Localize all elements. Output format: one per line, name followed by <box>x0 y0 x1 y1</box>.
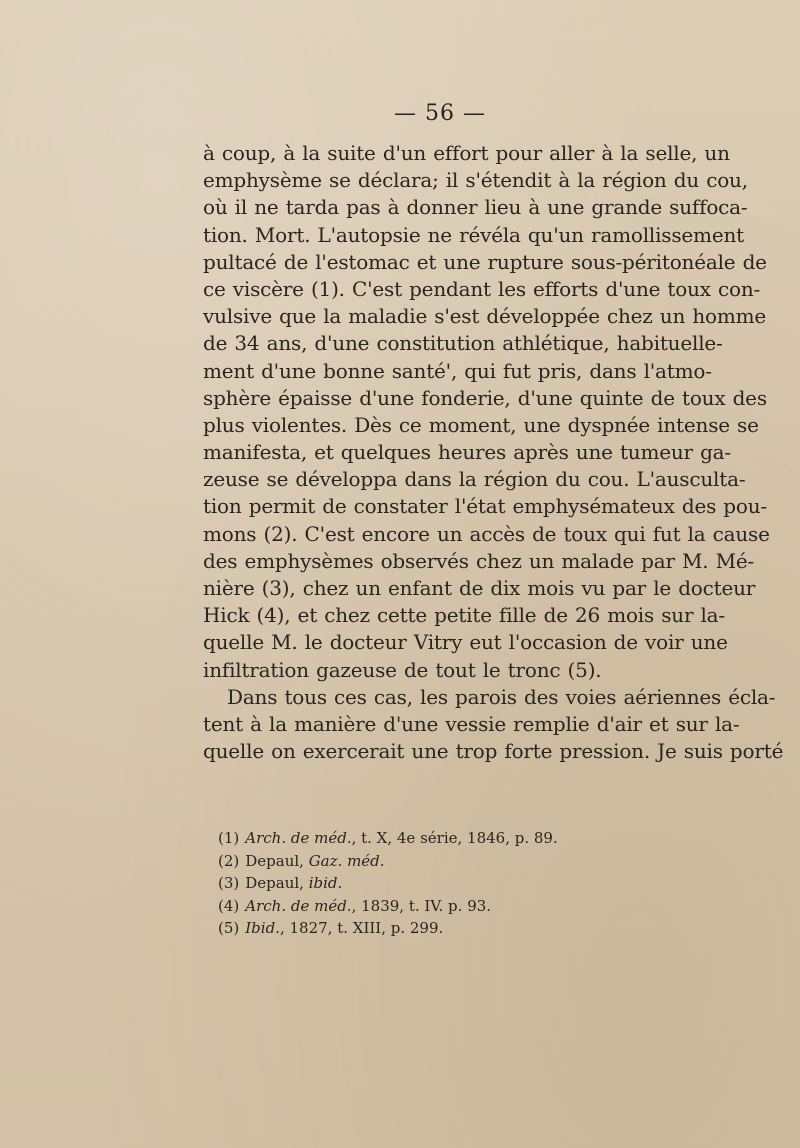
footnote-author: Depaul, <box>245 874 309 892</box>
text-line: où il ne tarda pas à donner lieu à une grande suffoca- <box>203 195 748 220</box>
text-line: plus violentes. Dès ce moment, une dyspnée intense se <box>203 412 759 437</box>
footnote-source: Arch. de méd. <box>245 896 352 915</box>
footnote-source: Arch. de méd. <box>245 829 352 847</box>
footnote-detail: , 1839, t. IV. p. 93. <box>351 896 492 915</box>
footnote <box>218 917 618 940</box>
text-line: sphère épaisse d'une fonderie, d'une quinte de toux des <box>203 385 767 410</box>
footnote-number: (1) <box>218 829 240 847</box>
text-line: zeuse se développa dans la région du cou. L'ausculta- <box>203 467 746 492</box>
footnote <box>218 895 618 918</box>
text-line: quelle on exercerait une trop forte pression. Je suis porté <box>203 739 784 764</box>
text-line: vulsive que la maladie s'est développée chez un homme <box>203 304 767 329</box>
footnote <box>218 827 618 850</box>
text-line: à coup, à la suite d'un effort pour aller à la selle, un <box>203 141 730 165</box>
text-line: nière (3), chez un enfant de dix mois vu par le docteur <box>203 576 756 600</box>
footnote-detail: , 1827, t. XIII, p. 299. <box>279 919 444 937</box>
footnote-detail: , t. X, 4e série, 1846, p. 89. <box>351 829 558 847</box>
text-line: des emphysèmes observés chez un malade par M. Mé- <box>203 548 755 573</box>
footnotes <box>218 827 618 940</box>
text-line: ment d'une bonne santé', qui fut pris, dans l'atmo- <box>203 358 712 383</box>
text-line: tion. Mort. L'autopsie ne révéla qu'un ramollissement <box>203 222 744 247</box>
footnote <box>218 872 618 895</box>
text-line: pultacé de l'estomac et une rupture sous-péritonéale de <box>203 249 767 274</box>
text-line: emphysème se déclara; il s'étendit à la région du cou, <box>203 168 748 193</box>
footnote-source: Ibid. <box>245 919 280 937</box>
text-line: tent à la manière d'une vessie remplie d'air et sur la- <box>203 711 740 736</box>
text-line: Dans tous ces cas, les parois des voies aériennes écla- <box>227 684 776 709</box>
text-line: de 34 ans, d'une constitution athlétique, habituelle- <box>203 331 723 356</box>
text-line: ce viscère (1). C'est pendant les efforts d'une toux con- <box>203 276 761 301</box>
footnote-author: Depaul, <box>245 851 309 870</box>
text-line: Hick (4), et chez cette petite fille de 26 mois sur la- <box>203 603 725 628</box>
page-number: — 56 — <box>394 101 486 126</box>
footnote-number: (2) <box>218 851 240 870</box>
text-line: manifesta, et quelques heures après une tumeur ga- <box>203 440 731 465</box>
text-line: mons (2). C'est encore un accès de toux qui fut la cause <box>203 521 770 546</box>
text-line: quelle M. le docteur Vitry eut l'occasion de voir une <box>203 630 728 655</box>
body-text <box>203 140 784 765</box>
text-line: tion permit de constater l'état emphysémateux des pou- <box>203 494 767 519</box>
footnote-number: (5) <box>218 919 240 937</box>
footnote-source: Gaz. méd. <box>308 851 385 870</box>
text-line: infiltration gazeuse de tout le tronc (5). <box>203 657 602 682</box>
footnote-number: (3) <box>218 874 240 892</box>
footnote <box>218 850 618 873</box>
footnote-source: ibid. <box>308 874 343 892</box>
footnote-number: (4) <box>218 896 240 915</box>
